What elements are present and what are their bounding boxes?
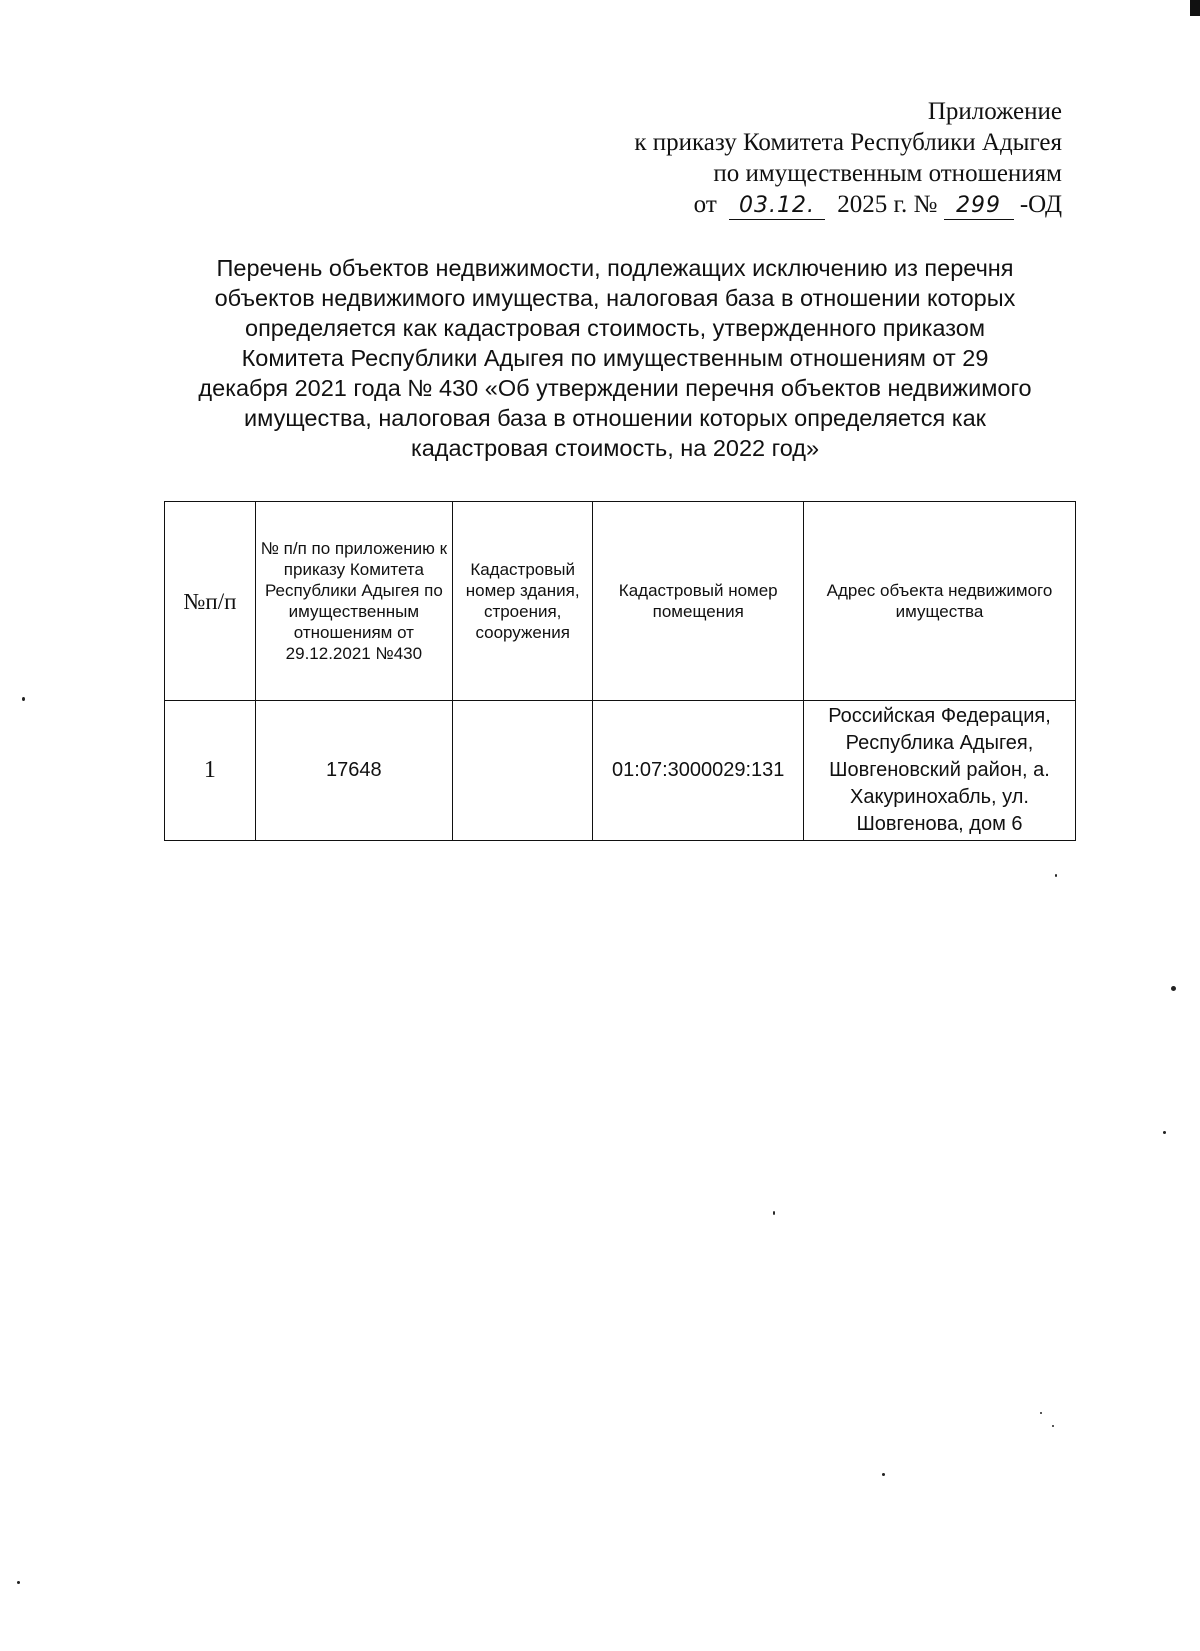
scan-edge-mark [1190,0,1200,16]
header-num: №п/п [165,502,256,701]
appendix-line-3: по имущественным отношениям [713,160,1062,187]
cell-appendix-num: 17648 [255,701,452,841]
order-prefix: от [693,191,717,218]
scan-speck [882,1473,885,1476]
title-line-6: имущества, налоговая база в отношении которых определяется как [244,405,986,431]
table-row [165,701,1076,841]
order-number-handwritten: 299 [944,193,1014,220]
scan-speck [22,697,25,701]
cell-room-cadastral: 01:07:3000029:131 [593,701,803,841]
title-line-4: Комитета Республики Адыгея по имущественным отношениям от 29 [241,345,989,371]
header-room-cadastral: Кадастровый номер помещения [593,502,803,701]
appendix-order-line [634,189,1062,220]
scan-speck [1163,1131,1166,1134]
cell-building-cadastral [452,701,593,841]
appendix-header [634,96,1062,220]
title-line-7: кадастровая стоимость, на 2022 год» [410,435,820,461]
header-address: Адрес объекта недвижимого имущества [803,502,1075,701]
scan-speck [1055,874,1057,877]
order-suffix: -ОД [1019,191,1062,218]
scan-speck [773,1211,775,1215]
header-building-cadastral: Кадастровый номер здания, строения, сооружения [452,502,593,701]
document-title [150,253,1080,463]
title-line-2: объектов недвижимого имущества, налоговая база в отношении которых [214,285,1016,311]
table-header-row [165,502,1076,701]
order-date-handwritten: 03.12. [729,193,825,220]
scan-speck [1171,986,1176,991]
cell-address: Российская Федерация, Республика Адыгея, Шовгеновский район, а. Хакуринохабль, ул. Шовгенова, дом 6 [803,701,1075,841]
title-line-5: декабря 2021 года № 430 «Об утверждении перечня объектов недвижимого [198,375,1032,401]
objects-table [164,501,1076,841]
appendix-line-2: к приказу Комитета Республики Адыгея [634,129,1062,156]
title-line-3: определяется как кадастровая стоимость, утвержденного приказом [245,315,985,341]
scan-speck [1040,1412,1042,1414]
header-appendix-num: № п/п по приложению к приказу Комитета Республики Адыгея по имущественным отношениям от 29.12.2021 №430 [255,502,452,701]
cell-num: 1 [165,701,256,841]
title-line-1: Перечень объектов недвижимости, подлежащих исключению из перечня [216,255,1014,281]
scan-speck [1052,1425,1054,1427]
appendix-line-1: Приложение [927,98,1062,125]
scan-speck [17,1581,20,1584]
order-year: 2025 г. № [837,191,938,218]
